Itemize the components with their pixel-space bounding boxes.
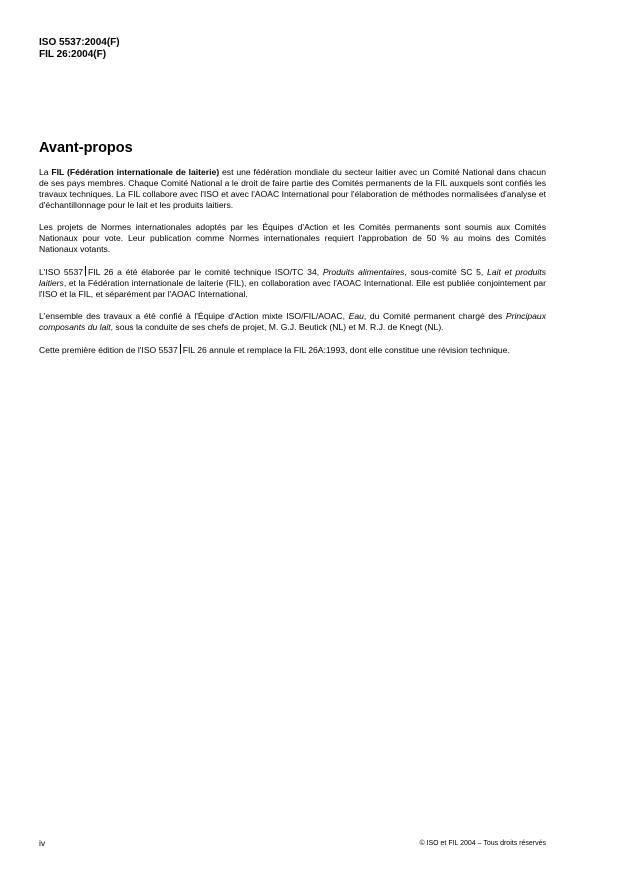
p5-text-2: FIL 26 annule et remplace la FIL 26A:1993, dont elle constitue une révision technique. xyxy=(182,345,510,355)
foreword-body xyxy=(39,167,546,367)
p3-text-1: L'ISO 5537 xyxy=(39,267,84,277)
header-iso-reference: ISO 5537:2004(F) xyxy=(39,37,120,48)
paragraph-action-team xyxy=(39,311,546,333)
p3-text-3: , sous-comité SC 5, xyxy=(404,267,487,277)
p3-italic-1: Produits alimentaires xyxy=(322,267,405,277)
p1-bold-fil: FIL (Fédération internationale de laiterie) xyxy=(51,167,220,177)
p4-text-2: , du Comité permanent chargé des xyxy=(363,311,506,321)
document-header xyxy=(39,37,120,61)
separator-bar xyxy=(180,344,181,354)
page-title: Avant-propos xyxy=(39,140,133,156)
paragraph-edition xyxy=(39,344,546,356)
copyright-notice: © ISO et FIL 2004 – Tous droits réservés xyxy=(419,840,546,847)
p4-italic-2: Principaux composants du lait xyxy=(39,311,546,332)
p3-text-2: FIL 26 a été élaborée par le comité technique ISO/TC 34, xyxy=(88,267,323,277)
paragraph-fil-intro xyxy=(39,167,546,211)
p3-text-4: , et la Fédération internationale de laiterie (FIL), en collaboration avec l'AOAC International. Elle est publiée conjointement par l'ISO et la FIL, et séparément par l'AOAC International. xyxy=(39,278,546,299)
paragraph-preparation xyxy=(39,266,546,300)
p5-text-1: Cette première édition de l'ISO 5537 xyxy=(39,345,178,355)
p1-text-1: La xyxy=(39,167,52,177)
header-fil-reference: FIL 26:2004(F) xyxy=(39,49,107,60)
separator-bar xyxy=(85,266,86,276)
p4-italic-1: Eau xyxy=(348,311,364,321)
page-number: iv xyxy=(39,838,46,848)
p4-text-1: L'ensemble des travaux a été confié à l'Équipe d'Action mixte ISO/FIL/AOAC, xyxy=(39,311,349,321)
p3-italic-2: Lait et produits laitiers xyxy=(39,267,546,288)
paragraph-voting: Les projets de Normes internationales adoptés par les Équipes d'Action et les Comités permanents sont soumis aux Comités Nationaux pour vote. Leur publication comme Normes internationales requiert l'approbation de 50 % au moins des Comités Nationaux votants. xyxy=(39,222,546,254)
p1-text-2: est une fédération mondiale du secteur laitier avec un Comité National dans chacun de ses pays membres. Chaque Comité National a le droit de faire partie des Comités permanents de la FIL auxquels sont confiés les travaux techniques. La FIL collabore avec l'ISO et avec l'AOAC International pour l'élaboration de méthodes normalisées d'analyse et d'échantillonnage pour le lait et les produits laitiers. xyxy=(39,167,546,210)
p4-text-3: , sous la conduite de ses chefs de projet, M. G.J. Beutick (NL) et M. R.J. de Knegt (NL). xyxy=(110,322,444,332)
